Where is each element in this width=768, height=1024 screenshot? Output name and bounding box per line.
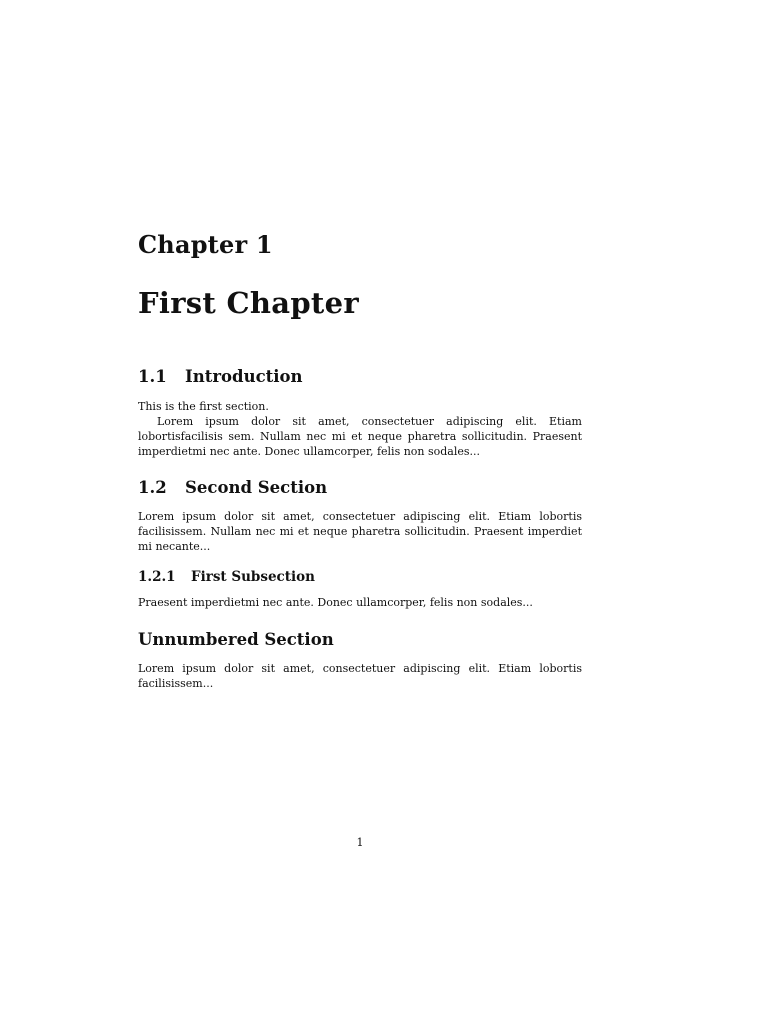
section-heading-second-section: [138, 478, 327, 497]
page-number: 1: [356, 836, 364, 849]
subsection-heading-first-subsection: [138, 569, 315, 585]
section-heading-unnumbered: [138, 630, 334, 649]
section-number: 1.2: [138, 478, 167, 497]
subsection-number: 1.2.1: [138, 569, 176, 585]
paragraph: Lorem ipsum dolor sit amet, consectetuer adipiscing elit. Etiam lobortis facilisissem...: [138, 662, 582, 690]
section-title: Introduction: [185, 367, 303, 386]
chapter-title: First Chapter: [138, 286, 359, 320]
paragraph: Lorem ipsum dolor sit amet, consectetuer adipiscing elit. Etiam lobortis facilisissem. Nullam nec mi et neque pharetra sollicitudin. Praesent imperdiet mi necante...: [138, 510, 582, 553]
subsection-title: First Subsection: [191, 569, 315, 585]
section-title: Unnumbered Section: [138, 630, 334, 649]
paragraph: This is the first section.: [138, 400, 269, 413]
paragraph: Praesent imperdietmi nec ante. Donec ullamcorper, felis non sodales...: [138, 596, 533, 609]
section-heading-introduction: [138, 367, 303, 386]
document-page: [138, 0, 582, 1024]
section-title: Second Section: [185, 478, 328, 497]
chapter-label: Chapter 1: [138, 230, 273, 259]
paragraph: Lorem ipsum dolor sit amet, consectetuer adipiscing elit. Etiam lobortisfacilisis sem. Nullam nec mi et neque pharetra sollicitudin. Praesent imperdietmi nec ante. Donec ullamcorper, felis non sodales...: [138, 415, 582, 458]
section-number: 1.1: [138, 367, 167, 386]
